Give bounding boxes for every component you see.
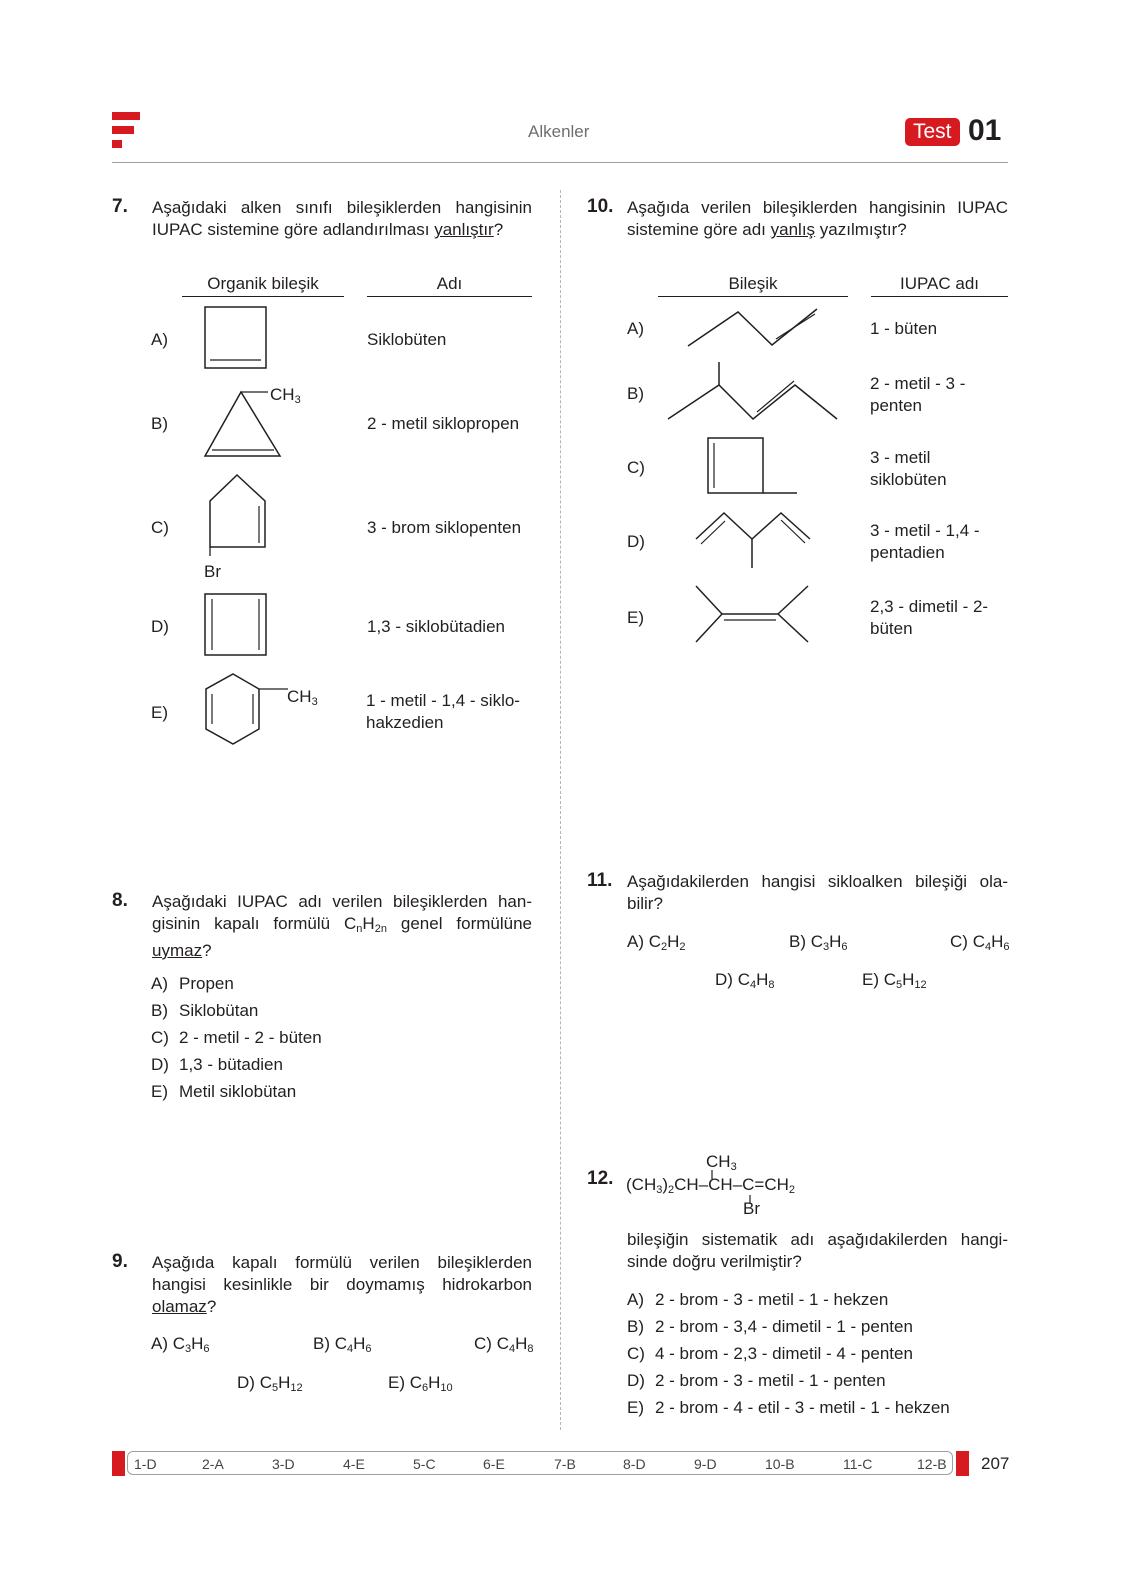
q7-b-ch3: $CH_3$ [270, 385, 301, 406]
q8-option-e[interactable]: E) Metil siklobütan [151, 1082, 297, 1101]
q7-number: 7. [112, 196, 128, 217]
q11-option-b[interactable]: B) $C_3H_6$ [789, 932, 848, 953]
test-number: 01 [968, 114, 1002, 147]
q10-option-d-name: 3 - metil - 1,4 - pentadien [870, 521, 980, 562]
q10-option-e-letter: E) [627, 608, 644, 627]
q7-option-a-letter: A) [151, 330, 168, 349]
q11-text: Aşağıdakilerden hangisi sikloalken bileşiği ola-bilir? [627, 872, 1008, 913]
q8-options [151, 973, 322, 1108]
footer-right-bar [956, 1451, 969, 1476]
q7-b-structure [200, 384, 320, 464]
q8-option-a[interactable]: A) Propen [151, 974, 234, 993]
q10-option-b-name: 2 - metil - 3 - penten [870, 374, 966, 415]
q7-col-compound: Organik bileşik [182, 274, 344, 297]
header-title: Alkenler [528, 122, 590, 141]
q9-option-a[interactable]: A) $C_3H_6$ [151, 1334, 210, 1355]
answer-6: 6-E [483, 1456, 505, 1472]
answer-key [127, 1451, 953, 1475]
q8-text: Aşağıdaki IUPAC adı verilen bileşiklerden han-gisinin kapalı formülü $C_nH_{2n}$ genel formülüne uymaz? [152, 892, 532, 960]
q11-option-c[interactable]: C) $C_4H_6$ [950, 932, 1010, 953]
q7-option-b-letter: B) [151, 414, 168, 433]
q7-option-a-name: Siklobüten [367, 330, 447, 349]
q9-option-c[interactable]: C) $C_4H_8$ [474, 1334, 534, 1355]
q12-formula-main: $(CH_3)_2CH-CH-C=CH_2$ [626, 1175, 796, 1196]
q10-a-structure [680, 300, 830, 352]
q9-number: 9. [112, 1251, 128, 1272]
q7-option-b-name: 2 - metil siklopropen [367, 414, 520, 433]
q11-option-d[interactable]: D) $C_4H_8$ [715, 970, 775, 991]
q8-option-c[interactable]: C) 2 - metil - 2 - büten [151, 1028, 322, 1047]
q12-number: 12. [587, 1168, 614, 1189]
q7-option-d-letter: D) [151, 617, 169, 636]
q12-options [627, 1289, 950, 1424]
q10-number: 10. [587, 196, 614, 217]
q12-option-c[interactable]: C) 4 - brom - 2,3 - dimetil - 4 - penten [627, 1344, 913, 1363]
answer-5: 5-C [413, 1456, 436, 1472]
q8-number: 8. [112, 890, 128, 911]
q12-option-d[interactable]: D) 2 - brom - 3 - metil - 1 - penten [627, 1371, 886, 1390]
q9-option-d[interactable]: D) $C_5H_{12}$ [237, 1373, 303, 1394]
q11-option-a[interactable]: A) $C_2H_2$ [627, 932, 686, 953]
q9-option-e[interactable]: E) $C_6H_{10}$ [388, 1373, 453, 1394]
footer-left-bar [112, 1451, 125, 1476]
q7-option-e-name: 1 - metil - 1,4 - siklo- hakzedien [366, 691, 520, 732]
q12-option-e[interactable]: E) 2 - brom - 4 - etil - 3 - metil - 1 - hekzen [627, 1398, 950, 1417]
q10-col-compound: Bileşik [658, 274, 848, 297]
q11-number: 11. [587, 870, 613, 891]
q10-col-name: IUPAC adı [871, 274, 1008, 297]
q10-option-b-letter: B) [627, 384, 644, 403]
q8-option-d[interactable]: D) 1,3 - bütadien [151, 1055, 283, 1074]
q12-option-b[interactable]: B) 2 - brom - 3,4 - dimetil - 1 - penten [627, 1317, 913, 1336]
q12-formula-ch3: $CH_3$ [706, 1152, 737, 1173]
q10-option-a-name: 1 - büten [870, 319, 938, 338]
answer-4: 4-E [343, 1456, 365, 1472]
answer-1: 1-D [134, 1456, 157, 1472]
q12-formula-br: Br [743, 1199, 760, 1218]
answer-10: 10-B [765, 1456, 795, 1472]
answer-2: 2-A [202, 1456, 224, 1472]
q10-option-e-name: 2,3 - dimetil - 2- büten [870, 597, 989, 638]
q7-option-c-name: 3 - brom siklopenten [367, 518, 522, 537]
q7-option-c-letter: C) [151, 518, 169, 537]
answer-7: 7-B [554, 1456, 576, 1472]
q10-d-structure [688, 505, 818, 573]
column-divider [560, 190, 561, 1430]
answer-11: 11-C [843, 1456, 873, 1472]
answer-9: 9-D [694, 1456, 717, 1472]
q7-option-e-letter: E) [151, 703, 168, 722]
q7-text: Aşağıdaki alken sınıfı bileşiklerden hangisinin IUPAC sistemine göre adlandırılması yanlıştır? [152, 198, 532, 239]
q8-option-b[interactable]: B) Siklobütan [151, 1001, 259, 1020]
q7-option-d-name: 1,3 - siklobütadien [367, 617, 505, 636]
q7-e-ch3: $CH_3$ [287, 687, 318, 708]
answer-3: 3-D [272, 1456, 295, 1472]
q7-col-name: Adı [367, 274, 532, 297]
answer-12: 12-B [917, 1456, 947, 1472]
header-rule [112, 162, 1008, 163]
q12-text: bileşiğin sistematik adı aşağıdakilerden hangi-sinde doğru verilmiştir? [627, 1230, 1008, 1271]
q7-c-structure [200, 470, 280, 560]
q9-text: Aşağıda kapalı formülü verilen bileşiklerden hangisi kesinlikle bir doymamış hidrokarbon olamaz? [152, 1253, 532, 1316]
page-number: 207 [981, 1454, 1010, 1473]
test-badge: Test [905, 118, 960, 146]
q10-option-c-name: 3 - metil siklobüten [870, 448, 947, 489]
q10-c-structure [700, 432, 805, 500]
q10-b-structure [660, 355, 845, 427]
q7-a-structure [200, 304, 272, 372]
q10-e-structure [688, 580, 818, 648]
q12-option-a[interactable]: A) 2 - brom - 3 - metil - 1 - hekzen [627, 1290, 889, 1309]
q10-text: Aşağıda verilen bileşiklerden hangisinin IUPAC sistemine göre adı yanlış yazılmıştır? [627, 198, 1008, 239]
q7-e-structure [200, 668, 300, 750]
q10-option-a-letter: A) [627, 319, 644, 338]
answer-8: 8-D [623, 1456, 646, 1472]
q7-c-br: Br [204, 562, 221, 581]
q9-option-b[interactable]: B) $C_4H_6$ [313, 1334, 372, 1355]
q10-option-c-letter: C) [627, 458, 645, 477]
q11-option-e[interactable]: E) $C_5H_{12}$ [862, 970, 927, 991]
q7-d-structure [200, 590, 272, 660]
q10-option-d-letter: D) [627, 532, 645, 551]
